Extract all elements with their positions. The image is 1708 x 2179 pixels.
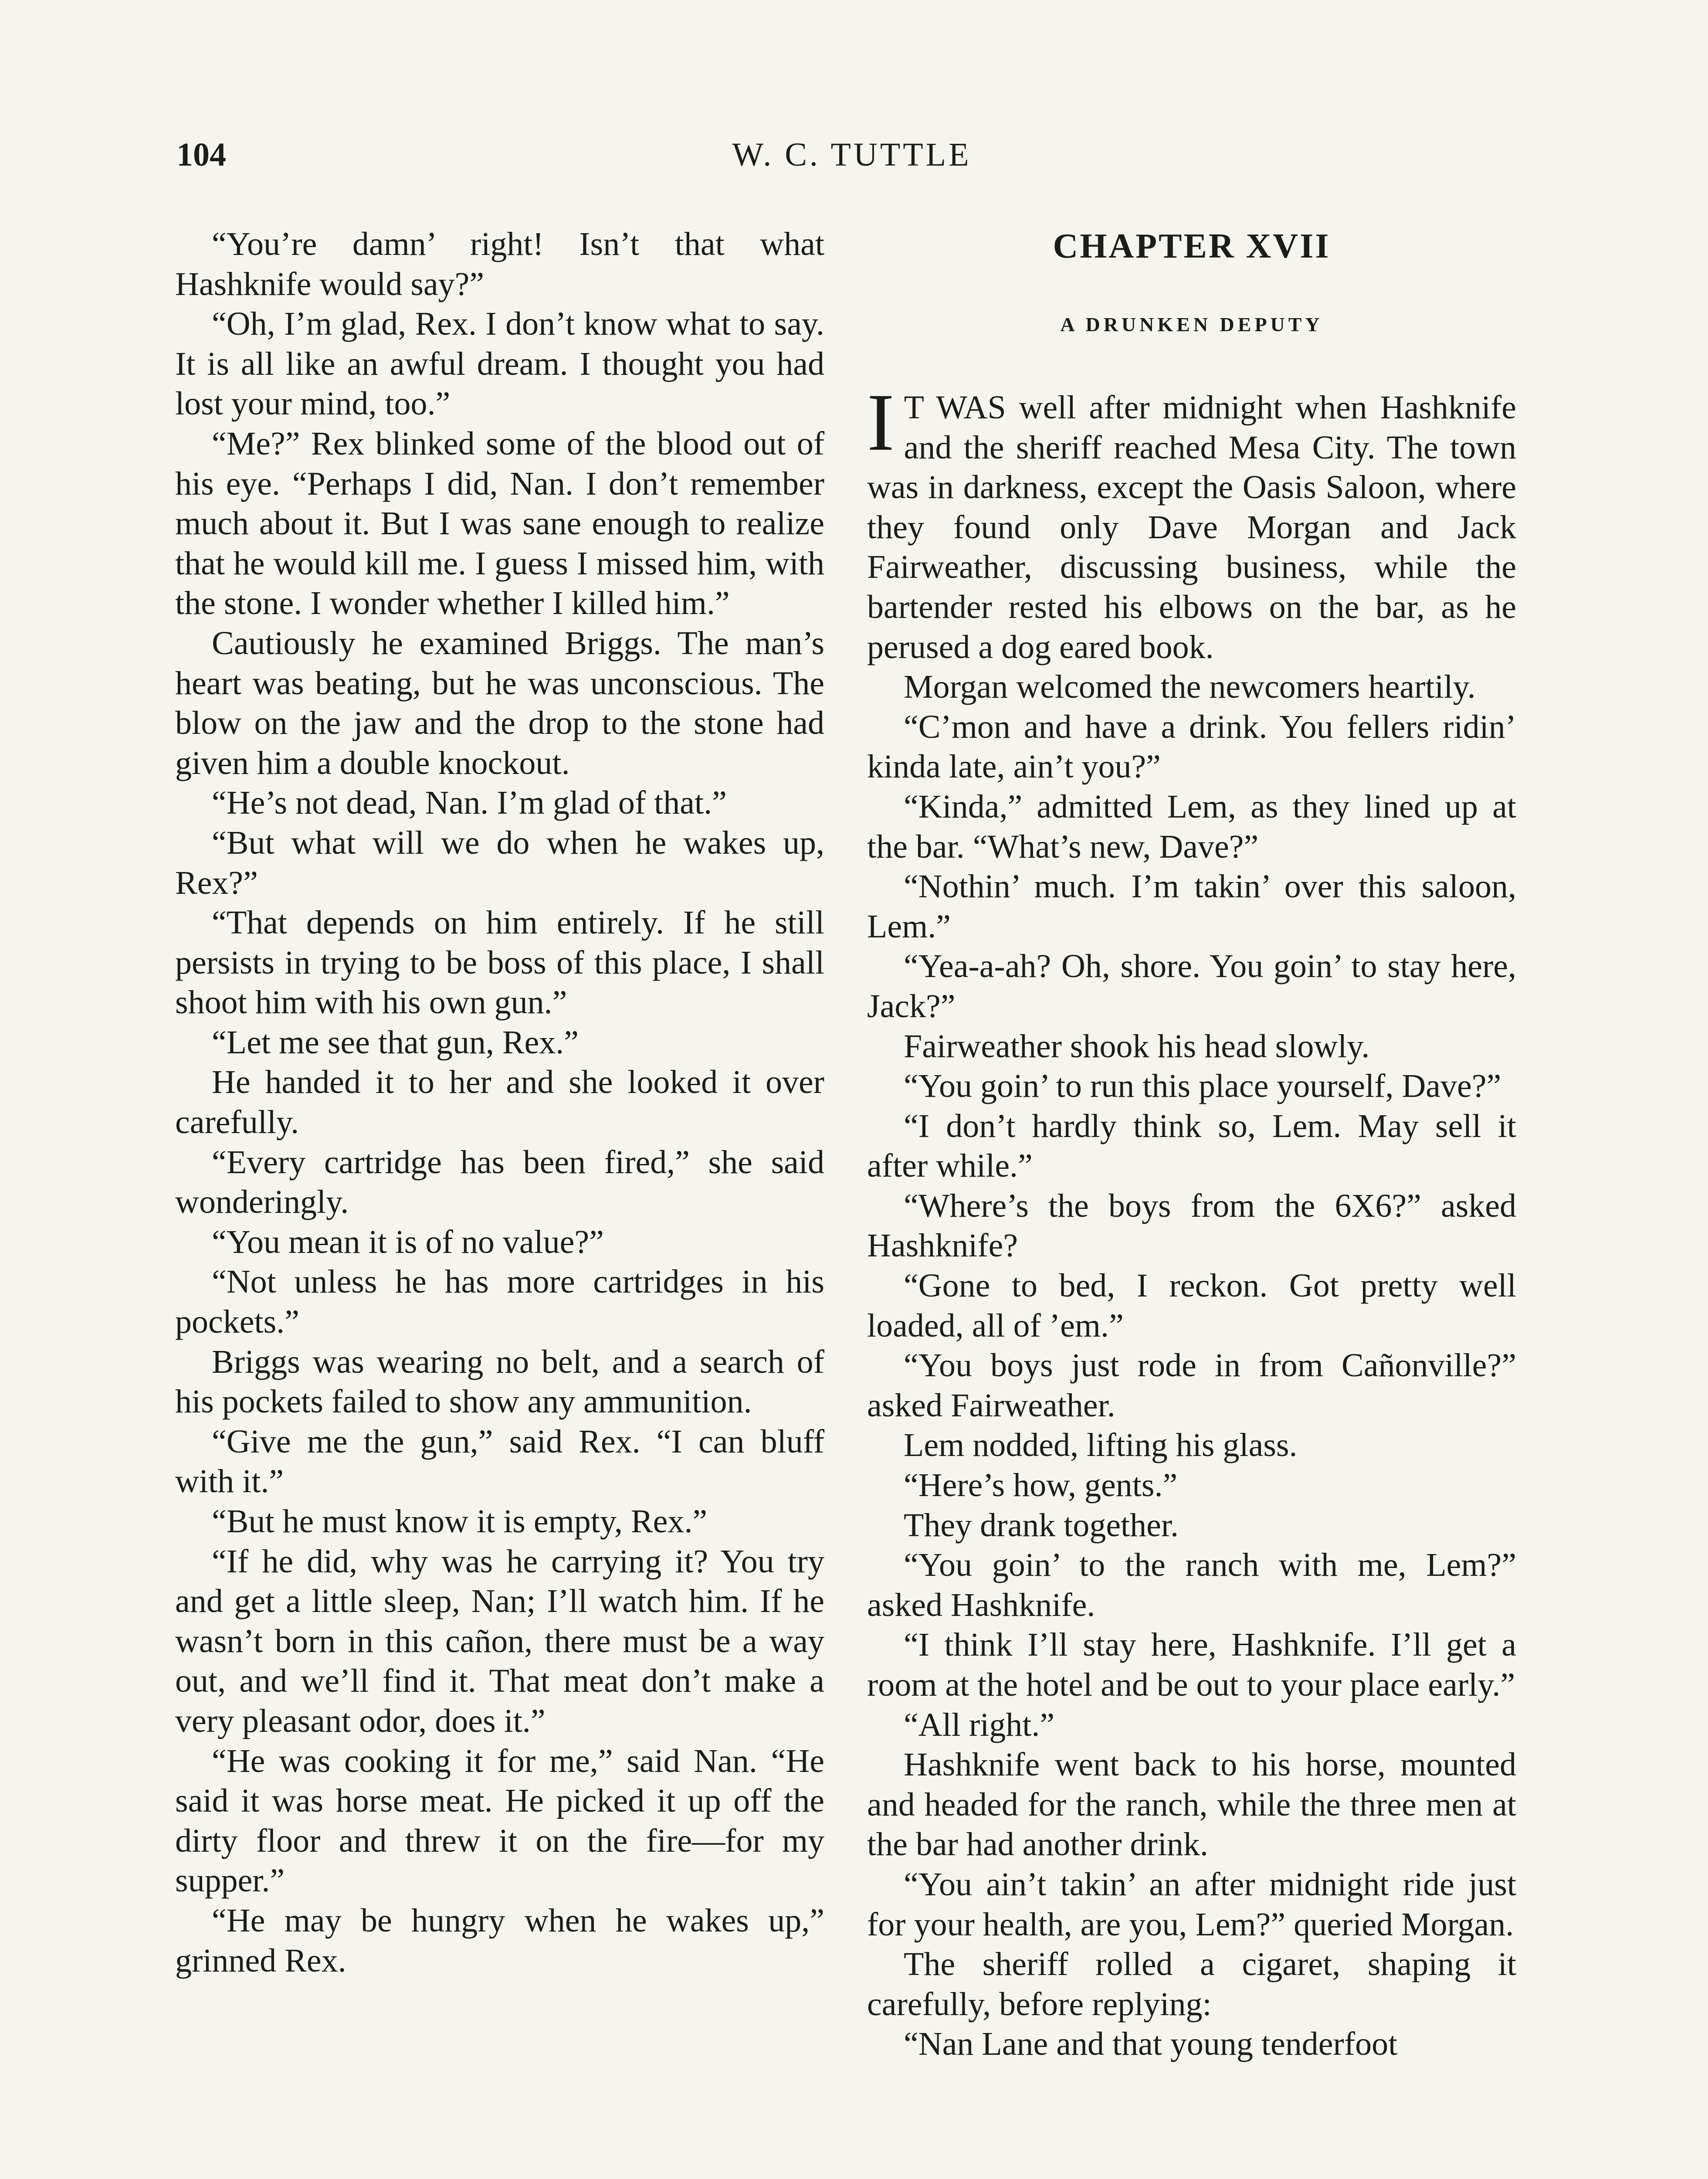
opening-paragraph	[867, 377, 1516, 667]
paragraph: “I think I’ll stay here, Hashknife. I’ll get a room at the hotel and be out to your place early.”	[867, 1626, 1516, 1703]
paragraph: “Nothin’ much. I’m takin’ over this saloon, Lem.”	[867, 868, 1516, 945]
chapter-subtitle: A DRUNKEN DEPUTY	[1060, 313, 1323, 336]
paragraph: “He may be hungry when he wakes up,” grinned Rex.	[175, 1902, 824, 1979]
paragraph: The sheriff rolled a cigaret, shaping it carefully, before replying:	[867, 1946, 1516, 2023]
paragraph: “Every cartridge has been fired,” she said wonderingly.	[175, 1144, 824, 1221]
paragraph: “If he did, why was he carrying it? You try and get a little sleep, Nan; I’ll watch him. If he wasn’t born in this cañon, there must be a way out, and we’ll find it. That meat don’t make a very pleasant odor, does it.”	[175, 1543, 824, 1739]
paragraph: “But he must know it is empty, Rex.”	[212, 1503, 708, 1540]
paragraph: “Here’s how, gents.”	[904, 1467, 1178, 1504]
paragraph: “Let me see that gun, Rex.”	[212, 1024, 579, 1061]
paragraph: “Yea-a-ah? Oh, shore. You goin’ to stay here, Jack?”	[867, 948, 1516, 1025]
paragraph: “Kinda,” admitted Lem, as they lined up at the bar. “What’s new, Dave?”	[867, 788, 1516, 865]
paragraph: “Where’s the boys from the 6X6?” asked Hashknife?	[867, 1187, 1516, 1264]
paragraph: “Not unless he has more cartridges in his pockets.”	[175, 1263, 824, 1341]
paragraph: “Give me the gun,” said Rex. “I can bluff with it.”	[175, 1423, 824, 1500]
paragraph: “I don’t hardly think so, Lem. May sell it after while.”	[867, 1107, 1516, 1185]
paragraph: He handed it to her and she looked it over carefully.	[175, 1064, 824, 1141]
opening-paragraph-text: T WAS well after midnight when Hashknife and the sheriff reached Mesa City. The town was in darkness, except the Oasis Saloon, where they found only Dave Morgan and Jack Fairweather, discussing business, while the bartender rested his elbows on the bar, as he perused a dog eared book.	[867, 389, 1516, 665]
paragraph: “Gone to bed, I reckon. Got pretty well loaded, all of ’em.”	[867, 1267, 1516, 1344]
paragraph: “That depends on him entirely. If he still persists in trying to be boss of this place, I shall shoot him with his own gun.”	[175, 904, 824, 1021]
paragraph: “All right.”	[904, 1706, 1055, 1743]
left-column	[175, 224, 824, 1981]
running-head	[176, 136, 1527, 184]
chapter-title: CHAPTER XVII	[1053, 227, 1331, 265]
paragraph: Morgan welcomed the newcomers heartily.	[904, 669, 1476, 706]
paragraph: Cautiously he examined Briggs. The man’s heart was beating, but he was unconscious. The blow on the jaw and the drop to the stone had given him a double knockout.	[175, 625, 824, 781]
paragraph: “You ain’t takin’ an after midnight ride just for your health, are you, Lem?” queried Morgan.	[867, 1866, 1516, 1943]
paragraph: “Me?” Rex blinked some of the blood out of his eye. “Perhaps I did, Nan. I don’t remember much about it. But I was sane enough to realize that he would kill me. I guess I missed him, with the stone. I wonder whether I killed him.”	[175, 425, 824, 622]
paragraph: “He was cooking it for me,” said Nan. “He said it was horse meat. He picked it up off the dirty floor and threw it on the fire—for my supper.”	[175, 1742, 824, 1899]
right-column	[867, 224, 1516, 2064]
paragraph: “You mean it is of no value?”	[212, 1223, 604, 1260]
paragraph: Fairweather shook his head slowly.	[904, 1028, 1370, 1065]
paragraph: Briggs was wearing no belt, and a search of his pockets failed to show any ammunition.	[175, 1343, 824, 1420]
paragraph: They drank together.	[904, 1507, 1179, 1544]
paragraph: “C’mon and have a drink. You fellers ridin’ kinda late, ain’t you?”	[867, 708, 1516, 785]
paragraph: “Nan Lane and that young tenderfoot	[904, 2026, 1398, 2063]
page-number: 104	[176, 136, 226, 173]
paragraph: Hashknife went back to his horse, mounted and headed for the ranch, while the three men at the bar had another drink.	[867, 1746, 1516, 1863]
paragraph: “You goin’ to the ranch with me, Lem?” asked Hashknife.	[867, 1547, 1516, 1623]
running-title: W. C. TUTTLE	[732, 136, 972, 173]
paragraph: “You goin’ to run this place yourself, Dave?”	[904, 1068, 1501, 1105]
paragraph: “Oh, I’m glad, Rex. I don’t know what to say. It is all like an awful dream. I thought you had lost your mind, too.”	[175, 305, 824, 422]
paragraph: Lem nodded, lifting his glass.	[904, 1427, 1298, 1464]
paragraph: “He’s not dead, Nan. I’m glad of that.”	[212, 784, 727, 821]
paragraph: “You’re damn’ right! Isn’t that what Hashknife would say?”	[175, 226, 824, 302]
paragraph: “You boys just rode in from Cañonville?” asked Fairweather.	[867, 1347, 1516, 1424]
paragraph: “But what will we do when he wakes up, Rex?”	[175, 824, 824, 901]
drop-cap: I	[867, 377, 895, 468]
